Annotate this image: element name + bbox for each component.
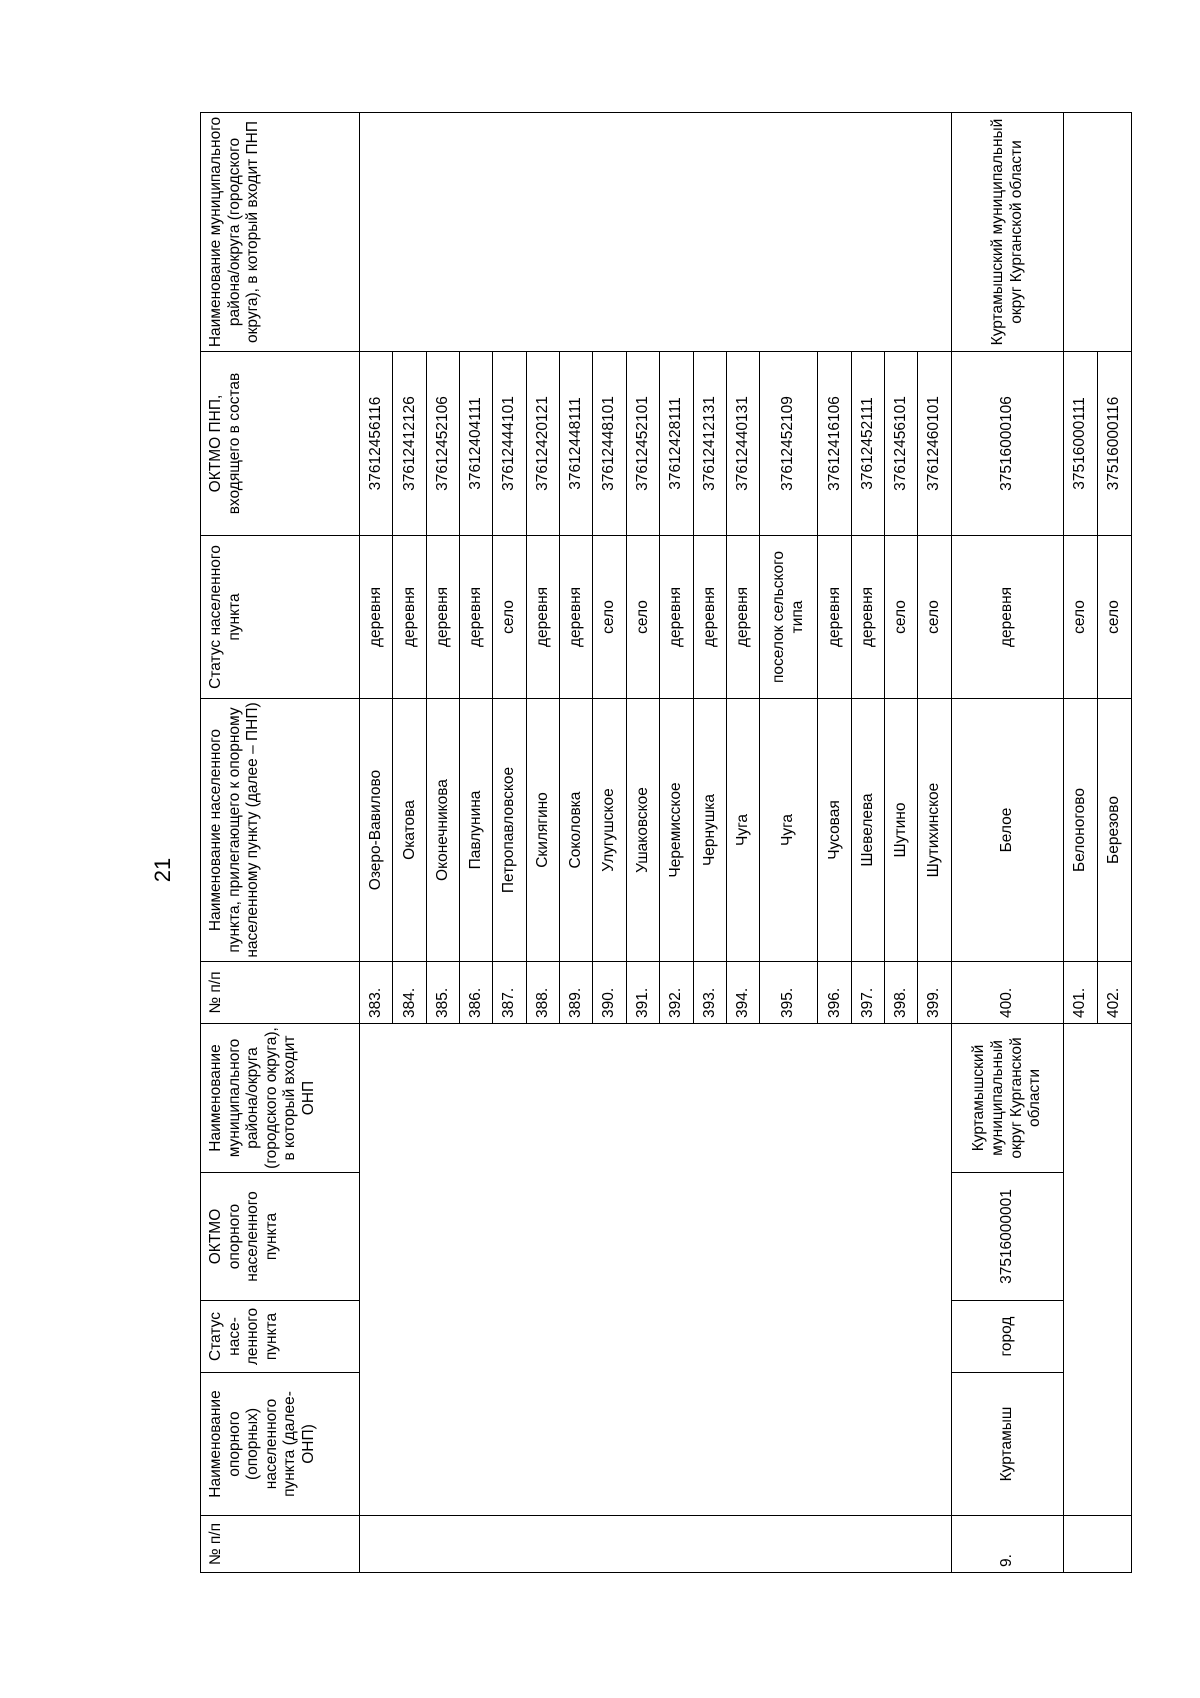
pnp-oktmo: 37612440131	[726, 352, 759, 536]
header-row	[201, 113, 360, 1573]
pnp-oktmo: 37612444101	[493, 352, 527, 536]
pnp-status: село	[918, 536, 952, 699]
pnp-number: 392.	[660, 962, 694, 1024]
pnp-number: 385.	[427, 962, 460, 1024]
pnp-status: село	[885, 536, 918, 699]
table-row	[1063, 113, 1097, 1573]
pnp-number: 397.	[852, 962, 885, 1024]
continuation-no-cell	[360, 1516, 952, 1573]
onp-empty-block	[1063, 1024, 1131, 1516]
pnp-oktmo: 37612412131	[694, 352, 727, 536]
pnp-number: 393.	[694, 962, 727, 1024]
pnp-number: 390.	[593, 962, 627, 1024]
continuation-pnp-district-cell	[360, 113, 952, 352]
table-row	[360, 113, 393, 1573]
pnp-number: 402.	[1097, 962, 1131, 1024]
pnp-status: деревня	[560, 536, 593, 699]
pnp-status: деревня	[952, 536, 1064, 699]
pnp-name: Шевелева	[852, 699, 885, 962]
pnp-name: Березово	[1097, 699, 1131, 962]
pnp-status: деревня	[393, 536, 427, 699]
header-pnp-no: № п/п	[201, 962, 360, 1024]
pnp-oktmo: 37612416106	[818, 352, 852, 536]
header-onp-oktmo: ОКТМО опорного населенного пункта	[201, 1173, 360, 1301]
pnp-number: 389.	[560, 962, 593, 1024]
pnp-number: 388.	[527, 962, 560, 1024]
pnp-number: 399.	[918, 962, 952, 1024]
header-no: № п/п	[201, 1516, 360, 1573]
pnp-oktmo: 37612420121	[527, 352, 560, 536]
pnp-oktmo: 37612456116	[360, 352, 393, 536]
onp-number-empty	[1063, 1516, 1131, 1573]
rotated-table-container	[200, 113, 1132, 1573]
pnp-status: деревня	[726, 536, 759, 699]
pnp-oktmo: 37612456101	[885, 352, 918, 536]
pnp-name: Окатова	[393, 699, 427, 962]
pnp-number: 396.	[818, 962, 852, 1024]
pnp-name: Павлунина	[460, 699, 493, 962]
pnp-oktmo: 37612448111	[560, 352, 593, 536]
pnp-oktmo: 37516000116	[1097, 352, 1131, 536]
pnp-number: 395.	[759, 962, 817, 1024]
pnp-name: Чусовая	[818, 699, 852, 962]
onp-number: 9.	[952, 1516, 1064, 1573]
pnp-name: Улугушское	[593, 699, 627, 962]
pnp-name: Шутихинское	[918, 699, 952, 962]
pnp-status: село	[1097, 536, 1131, 699]
header-pnp-name: Наименование населенного пункта, прилегающего к опорному населенному пункту (далее – ПНП)	[201, 699, 360, 962]
pnp-number: 391.	[627, 962, 660, 1024]
pnp-number: 398.	[885, 962, 918, 1024]
onp-oktmo: 37516000001	[952, 1173, 1064, 1301]
header-pnp-status: Статус населенного пункта	[201, 536, 360, 699]
pnp-name: Чуга	[759, 699, 817, 962]
pnp-name: Озеро-Вавилово	[360, 699, 393, 962]
pnp-number: 386.	[460, 962, 493, 1024]
pnp-status: село	[493, 536, 527, 699]
pnp-status: село	[593, 536, 627, 699]
onp-district: Куртамышский муниципальный округ Курганской области	[952, 1024, 1064, 1173]
pnp-oktmo: 37612452111	[852, 352, 885, 536]
pnp-district: Куртамышский муниципальный округ Курганской области	[952, 113, 1064, 352]
pnp-oktmo: 37612460101	[918, 352, 952, 536]
pnp-name: Петропавловское	[493, 699, 527, 962]
pnp-oktmo: 37612404111	[460, 352, 493, 536]
header-pnp-oktmo: ОКТМО ПНП, входящего в состав	[201, 352, 360, 536]
pnp-number: 383.	[360, 962, 393, 1024]
pnp-name: Чернушка	[694, 699, 727, 962]
pnp-oktmo: 37612412126	[393, 352, 427, 536]
pnp-status: село	[1063, 536, 1097, 699]
onp-status: город	[952, 1301, 1064, 1373]
pnp-oktmo: 37612448101	[593, 352, 627, 536]
pnp-oktmo: 37516000106	[952, 352, 1064, 536]
pnp-name: Чуга	[726, 699, 759, 962]
pnp-oktmo: 37612452109	[759, 352, 817, 536]
pnp-name: Скилягино	[527, 699, 560, 962]
pnp-status: деревня	[360, 536, 393, 699]
header-pnp-district: Наименование муниципального района/округа (городского округа), в который входит ПНП	[201, 113, 360, 352]
pnp-status: деревня	[818, 536, 852, 699]
header-onp-district: Наименование муниципального района/округа (городского округа), в который входит ОНП	[201, 1024, 360, 1173]
pnp-name: Ушаковское	[627, 699, 660, 962]
pnp-status: деревня	[460, 536, 493, 699]
pnp-district-empty	[1063, 113, 1131, 352]
pnp-name: Белоногово	[1063, 699, 1097, 962]
onp-name: Куртамыш	[952, 1373, 1064, 1516]
header-onp-name: Наименование опорного (опорных) населенного пункта (далее- ОНП)	[201, 1373, 360, 1516]
pnp-status: деревня	[694, 536, 727, 699]
pnp-name: Белое	[952, 699, 1064, 962]
header-onp-status: Статус насе- ленного пункта	[201, 1301, 360, 1373]
pnp-status: деревня	[660, 536, 694, 699]
pnp-status: деревня	[427, 536, 460, 699]
pnp-status: поселок сельского типа	[759, 536, 817, 699]
pnp-number: 394.	[726, 962, 759, 1024]
pnp-oktmo: 37612452101	[627, 352, 660, 536]
table-row	[952, 113, 1064, 1573]
pnp-number: 384.	[393, 962, 427, 1024]
pnp-name: Черемисское	[660, 699, 694, 962]
pnp-name: Соколовка	[560, 699, 593, 962]
pnp-number: 401.	[1063, 962, 1097, 1024]
pnp-oktmo: 37516000111	[1063, 352, 1097, 536]
pnp-status: село	[627, 536, 660, 699]
pnp-name: Оконечникова	[427, 699, 460, 962]
pnp-oktmo: 37612428111	[660, 352, 694, 536]
pnp-status: деревня	[852, 536, 885, 699]
settlements-table	[200, 112, 1132, 1573]
pnp-oktmo: 37612452106	[427, 352, 460, 536]
page-number: 21	[150, 857, 175, 883]
pnp-name: Шутино	[885, 699, 918, 962]
pnp-status: деревня	[527, 536, 560, 699]
pnp-number: 400.	[952, 962, 1064, 1024]
continuation-onp-cell	[360, 1024, 952, 1516]
pnp-number: 387.	[493, 962, 527, 1024]
